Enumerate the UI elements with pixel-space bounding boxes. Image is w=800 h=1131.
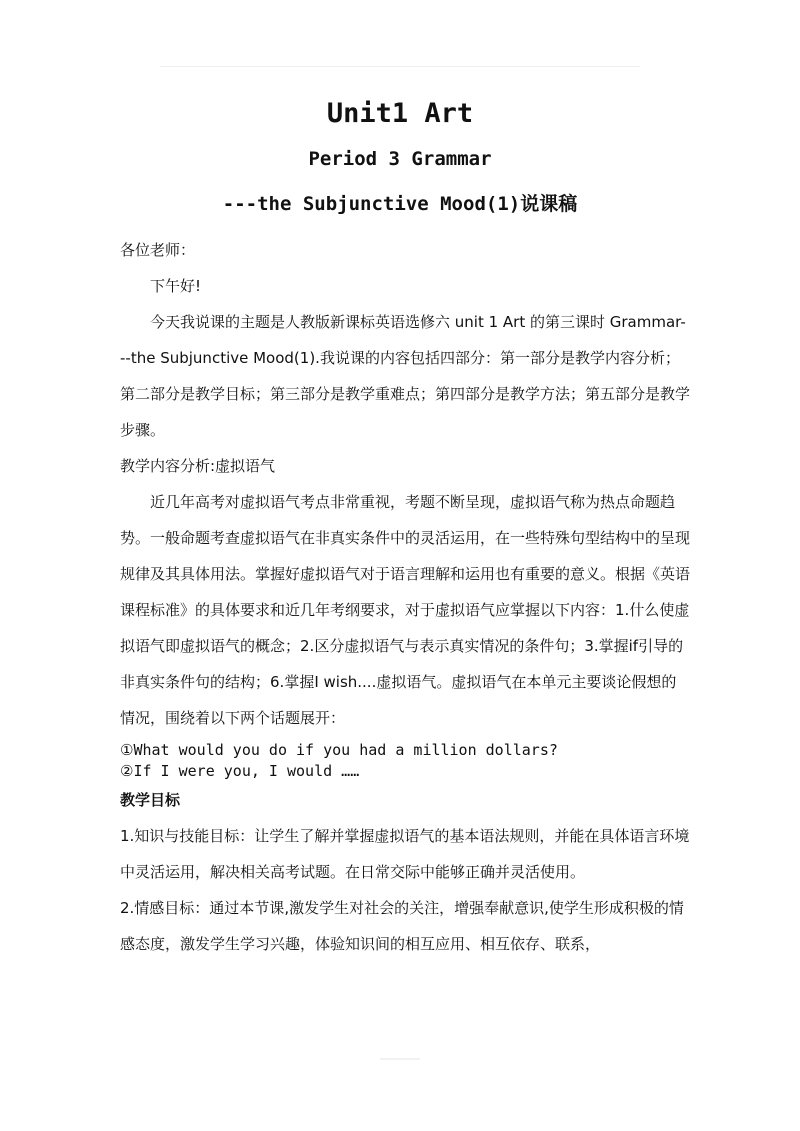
example-text: If I were you, I would …… [133, 762, 360, 780]
circled-one-marker: ① [120, 741, 134, 759]
document-title: Unit1 Art [326, 98, 474, 129]
document-subtitle-2: ---the Subjunctive Mood(1)说课稿 [222, 193, 578, 215]
example-item [120, 740, 690, 761]
intro-paragraph: 今天我说课的主题是人教版新课标英语选修六 unit 1 Art 的第三课时 Grammar---the Subjunctive Mood(1).我说课的内容包括四部分：第一部分是教学内容分析；第二部分是教学目标；第三部分是教学重难点；第四部分是教学方法；第五部分是教学步骤。 [120, 313, 691, 439]
example-item [120, 761, 690, 782]
content-analysis-paragraph: 近几年高考对虚拟语气考点非常重视，考题不断呈现，虚拟语气称为热点命题趋势。一般命题考查虚拟语气在非真实条件中的灵活运用，在一些特殊句型结构中的呈现规律及其具体用法。掌握好虚拟语气对于语言理解和运用也有重要的意义。根据《英语课程标准》的具体要求和近几年考纲要求，对于虚拟语气应掌握以下内容：1.什么使虚拟语气即虚拟语气的概念；2.区分虚拟语气与表示真实情况的条件句；3.掌握if引导的非真实条件句的结构；6.掌握I wish....虚拟语气。虚拟语气在本单元主要谈论假想的情况，围绕着以下两个话题展开： [120, 493, 691, 727]
greeting-2: 下午好! [150, 277, 202, 295]
goal-emotion: 2.情感目标：通过本节课,激发学生对社会的关注，增强奉献意识,使学生形成积极的情感态度，激发学生学习兴趣，体验知识间的相互应用、相互依存、联系， [120, 899, 684, 953]
greeting: 各位老师： [120, 241, 196, 259]
document-subtitle: Period 3 Grammar [308, 148, 492, 170]
section-heading-goals: 教学目标 [120, 791, 181, 809]
example-list [120, 740, 690, 782]
example-text: What would you do if you had a million dollars? [133, 741, 558, 759]
header-rule [160, 66, 640, 67]
circled-two-marker: ② [120, 762, 134, 780]
footer-mark [380, 1058, 420, 1060]
document-body [120, 232, 690, 962]
section-heading-content-analysis: 教学内容分析:虚拟语气 [120, 457, 276, 475]
goal-knowledge-skills: 1.知识与技能目标：让学生了解并掌握虚拟语气的基本语法规则，并能在具体语言环境中灵活运用，解决相关高考试题。在日常交际中能够正确并灵活使用。 [120, 827, 690, 881]
